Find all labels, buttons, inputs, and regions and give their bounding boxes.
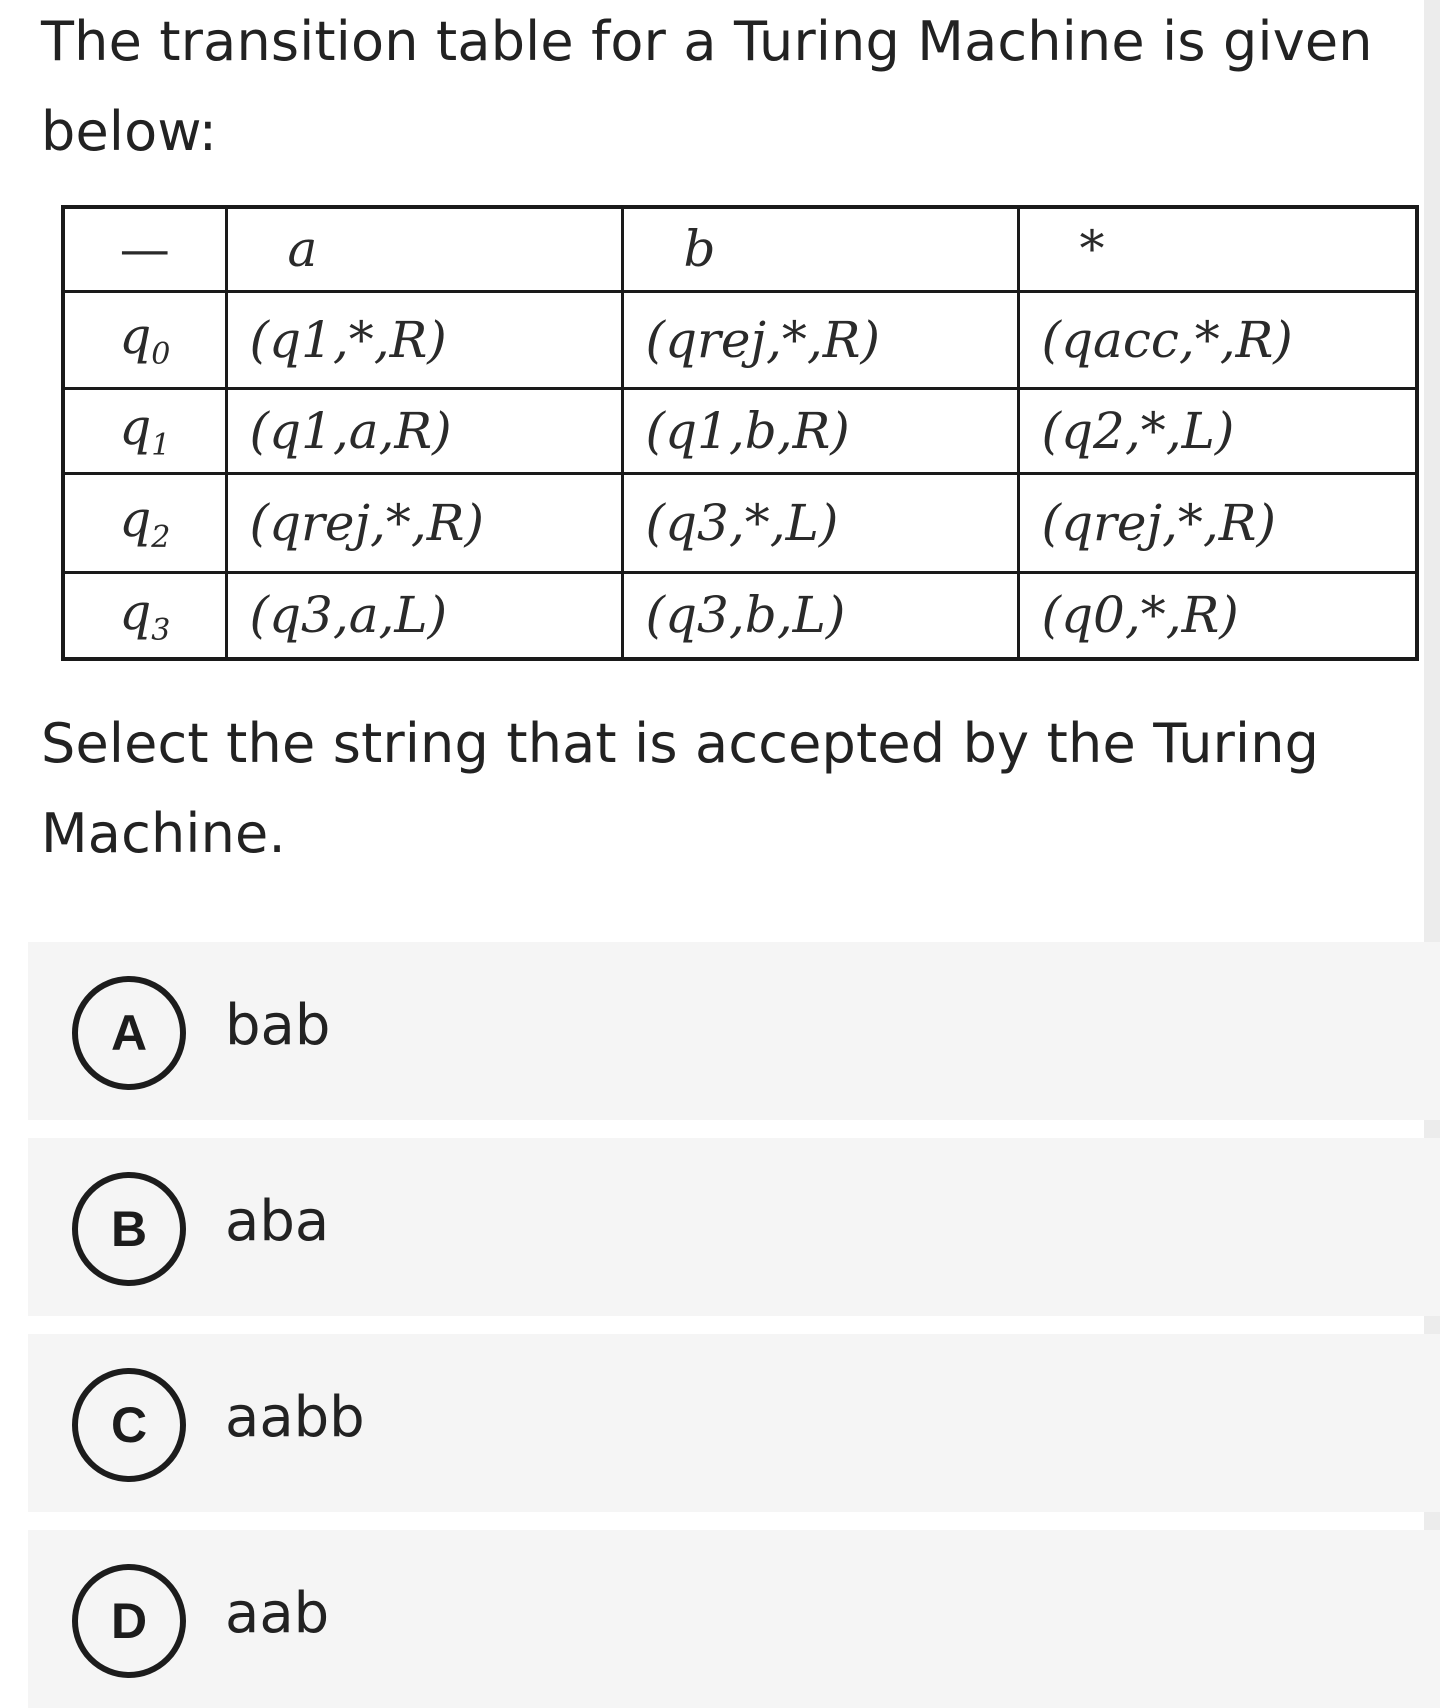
option-letter-badge: C — [72, 1368, 186, 1482]
transition-table — [61, 205, 1419, 661]
header-corner: — — [63, 207, 226, 291]
header-symbol-a: a — [226, 207, 622, 291]
option-letter-badge: A — [72, 976, 186, 1090]
table-row — [63, 291, 1417, 388]
transition-cell: (q3,*,L) — [622, 473, 1018, 572]
transition-cell: (q2,*,L) — [1018, 388, 1417, 473]
option-letter-badge: D — [72, 1564, 186, 1678]
state-cell: $q_3$ — [63, 572, 226, 659]
question-prompt: Select the string that is accepted by the Turing Machine. — [41, 712, 1320, 865]
option-text: bab — [225, 993, 331, 1058]
table-header-row — [63, 207, 1417, 291]
table-row — [63, 388, 1417, 473]
table-row — [63, 572, 1417, 659]
transition-cell: (q3,b,L) — [622, 572, 1018, 659]
option-text: aba — [225, 1189, 330, 1254]
option-c[interactable] — [28, 1334, 1440, 1512]
transition-cell: (qrej,*,R) — [1018, 473, 1417, 572]
transition-cell: (q0,*,R) — [1018, 572, 1417, 659]
option-b[interactable] — [28, 1138, 1440, 1316]
option-letter-badge: B — [72, 1172, 186, 1286]
state-cell: $q_0$ — [63, 291, 226, 388]
option-d[interactable] — [28, 1530, 1440, 1708]
transition-cell: (q3,a,L) — [226, 572, 622, 659]
option-text: aabb — [225, 1385, 365, 1450]
transition-cell: (qacc,*,R) — [1018, 291, 1417, 388]
transition-cell: (qrej,*,R) — [226, 473, 622, 572]
transition-cell: (qrej,*,R) — [622, 291, 1018, 388]
question-intro: The transition table for a Turing Machine is given below: — [41, 10, 1373, 163]
state-cell: $q_1$ — [63, 388, 226, 473]
table-row — [63, 473, 1417, 572]
option-text: aab — [225, 1581, 330, 1646]
state-cell: $q_2$ — [63, 473, 226, 572]
transition-cell: (q1,a,R) — [226, 388, 622, 473]
header-symbol-blank: * — [1018, 207, 1417, 291]
transition-cell: (q1,b,R) — [622, 388, 1018, 473]
option-a[interactable] — [28, 942, 1440, 1120]
header-symbol-b: b — [622, 207, 1018, 291]
transition-cell: (q1,*,R) — [226, 291, 622, 388]
